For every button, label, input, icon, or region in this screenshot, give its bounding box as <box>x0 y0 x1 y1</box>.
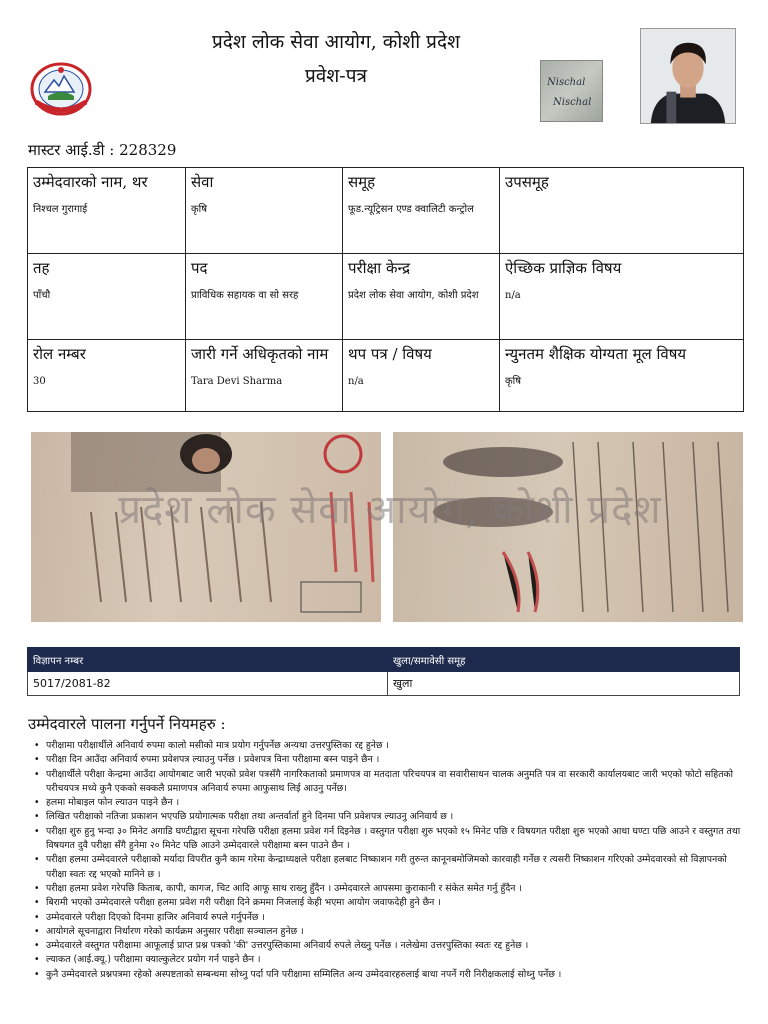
info-cell <box>343 340 500 412</box>
info-cell <box>28 340 186 412</box>
cell-label: जारी गर्ने अधिकृतको नाम <box>191 345 329 363</box>
admit-card-title: प्रवेश-पत्र <box>305 65 367 87</box>
rule-item: • लिखित परीक्षाको नतिजा प्रकाशन भएपछि प्रयोगात्मक परीक्षा तथा अन्तर्वार्ता हुने दिनमा पनि प्रवेशपत्र ल्याउनु अनिवार्य छ । <box>32 810 744 824</box>
cell-label: रोल नम्बर <box>33 345 86 363</box>
cell-value: फूड.न्यूट्रिसन एण्ड क्वालिटी कन्ट्रोल <box>348 204 474 215</box>
cell-value: 30 <box>33 376 46 387</box>
cell-value: कृषि <box>505 376 522 387</box>
info-cell <box>186 254 343 340</box>
cell-label: तह <box>33 259 50 277</box>
rules-list <box>32 739 744 982</box>
rule-item: • बिरामी भएको उम्मेदवारले परीक्षा हलमा प्रवेश गरी परीक्षा दिने क्रममा निजलाई केही भएमा आयोग जवाफदेही हुने छैन । <box>32 896 744 910</box>
info-cell <box>28 168 186 254</box>
cell-label: उम्मेदवारको नाम, थर <box>33 173 148 191</box>
rule-item: • हलमा मोबाइल फोन ल्याउन पाइने छैन । <box>32 796 744 810</box>
rule-item: • उम्मेदवारले परीक्षा दिएको दिनमा हाजिर अनिवार्य रुपले गर्नुपर्नेछ । <box>32 911 744 925</box>
commission-title: प्रदेश लोक सेवा आयोग, कोशी प्रदेश <box>211 31 460 53</box>
signature-text: Nischal <box>553 97 592 108</box>
signature-text: Nischal <box>547 77 586 88</box>
cell-value: प्रदेश लोक सेवा आयोग, कोशी प्रदेश <box>348 290 479 301</box>
rule-item: • परीक्षा शुरु हुनु भन्दा ३० मिनेट अगाडि घण्टीद्वारा सूचना गरेपछि परीक्षा हलमा प्रवेश गर्न दिइनेछ । वस्तुगत परीक्षा शुरु भएको १५ मिनेट पछि र विषयगत परीक्षा शुरु भएको आधा घण्टा पछि आउने र वस्तुगत तथा विषयगत दुवै परीक्षा सँगै हुनेमा २० मिनेट पछि आउने उम्मेदवारले परीक्षामा बस्न पाउने छैन । <box>32 825 744 854</box>
rule-item: • परीक्षा हलमा प्रवेश गरेपछि किताब, कापी, कागज, चिट आदि आफू साथ राख्नु हुँदैन । उम्मेदवारले आपसमा कुराकानी र संकेत समेत गर्नु हुँदैन । <box>32 882 744 896</box>
admit-card-header <box>0 0 768 140</box>
cell-value: निश्चल गुरागाई <box>33 204 88 215</box>
table-row <box>28 168 744 254</box>
rule-item: • परीक्षा हलमा उम्मेदवारले परीक्षाको मर्यादा विपरीत कुनै काम गरेमा केन्द्राध्यक्षले परीक्षा हलबाट निष्काशन गरी तुरुन्त कानूनबमोजिमको कारवाही गर्नेछ र त्यसरी निष्काशन गरिएको उम्मेदवारको सो विज्ञापनको परीक्षा स्वतः रद्द भएको मानिने छ । <box>32 853 744 882</box>
cell-label: न्युनतम शैक्षिक योग्यता मूल विषय <box>505 345 687 363</box>
cell-value: n/a <box>348 376 364 387</box>
info-cell <box>186 168 343 254</box>
master-id: मास्टर आई.डी : 228329 <box>28 141 177 159</box>
info-cell <box>500 254 744 340</box>
cell-value: कृषि <box>191 204 208 215</box>
info-cell <box>343 168 500 254</box>
candidate-info-table <box>27 167 744 412</box>
rule-item: • परीक्षार्थीले परीक्षा केन्द्रमा आउँदा आयोगबाट जारी भएको प्रवेश पत्रसँगै नागरिकताको प्रमाणपत्र वा मतदाता परिचयपत्र वा सवारीसाधन चालक अनुमति पत्र वा सरकारी कार्यालयबाट जारी भएको फोटो सहितको परीचयपत्र मध्ये कुनै एकको सक्कलै प्रमाणपत्र अनिवार्य रुपमा आफुसाथ लिई आउनु पर्नेछ। <box>32 768 744 797</box>
cell-value: प्राविधिक सहायक वा सो सरह <box>191 290 299 301</box>
cell-label: सेवा <box>191 173 214 191</box>
table-row <box>28 340 744 412</box>
cell-value: Tara Devi Sharma <box>191 376 283 387</box>
column-header: खुला/समावेसी समूह <box>388 648 740 672</box>
rule-item: • उम्मेदवारले वस्तुगत परीक्षामा आफूलाई प्राप्त प्रश्न पत्रको 'की' उत्तरपुस्तिकामा अनिवार्य रुपले लेख्नु पर्नेछ । नलेखेमा उत्तरपुस्तिका स्वतः रद्द हुनेछ । <box>32 939 744 953</box>
info-cell <box>186 340 343 412</box>
cell-label: थप पत्र / विषय <box>348 345 432 363</box>
table-row <box>28 672 740 696</box>
rule-item: • परीक्षामा परीक्षार्थीले अनिवार्य रुपमा कालो मसीको मात्र प्रयोग गर्नुपर्नेछ अन्यथा उत्तरपुस्तिका रद्द हुनेछ । <box>32 739 744 753</box>
rule-item: • ल्याकत (आई.क्यू.) परीक्षामा क्याल्कुलेटर प्रयोग गर्न पाइने छैन । <box>32 953 744 967</box>
advertisement-table <box>27 647 740 696</box>
rule-item: • आयोगले सूचनाद्वारा निर्धारण गरेको कार्यक्रम अनुसार परीक्षा सञ्चालन हुनेछ । <box>32 925 744 939</box>
cell-value: पाँचौ <box>33 290 51 301</box>
watermark-text: प्रदेश लोक सेवा आयोग, कोशी प्रदेश <box>118 487 662 533</box>
cell-label: पद <box>191 259 208 277</box>
table-row <box>28 254 744 340</box>
rule-item: • परीक्षा दिन आउँदा अनिवार्य रुपमा प्रवेशपत्र ल्याउनु पर्नेछ । प्रवेशपत्र विना परीक्षामा बस्न पाइने छैन । <box>32 753 744 767</box>
info-cell <box>343 254 500 340</box>
info-cell <box>28 254 186 340</box>
info-cell <box>500 168 744 254</box>
advert-number: 5017/2081-82 <box>28 672 388 696</box>
cell-label: उपसमूह <box>505 173 549 191</box>
rules-heading: उम्मेदवारले पालना गर्नुपर्ने नियमहरु : <box>28 715 226 733</box>
candidate-photo <box>640 28 736 124</box>
info-cell <box>500 340 744 412</box>
cell-label: समूह <box>348 173 376 191</box>
column-header: विज्ञापन नम्बर <box>28 648 388 672</box>
cell-label: परीक्षा केन्द्र <box>348 259 411 277</box>
signature-image <box>540 60 603 122</box>
cell-label: ऐच्छिक प्राज्ञिक विषय <box>505 259 622 277</box>
cell-value: n/a <box>505 290 521 301</box>
rule-item: • कुनै उम्मेदवारले प्रश्नपत्रमा रहेको अस्पष्टताको सम्बन्धमा सोध्नु पर्दा पनि परीक्षामा सम्मिलित अन्य उम्मेदवारहरुलाई बाधा नपर्ने गरी निरीक्षकलाई सोध्नु पर्नेछ । <box>32 968 744 982</box>
advert-group: खुला <box>388 672 740 696</box>
table-header-row <box>28 648 740 672</box>
